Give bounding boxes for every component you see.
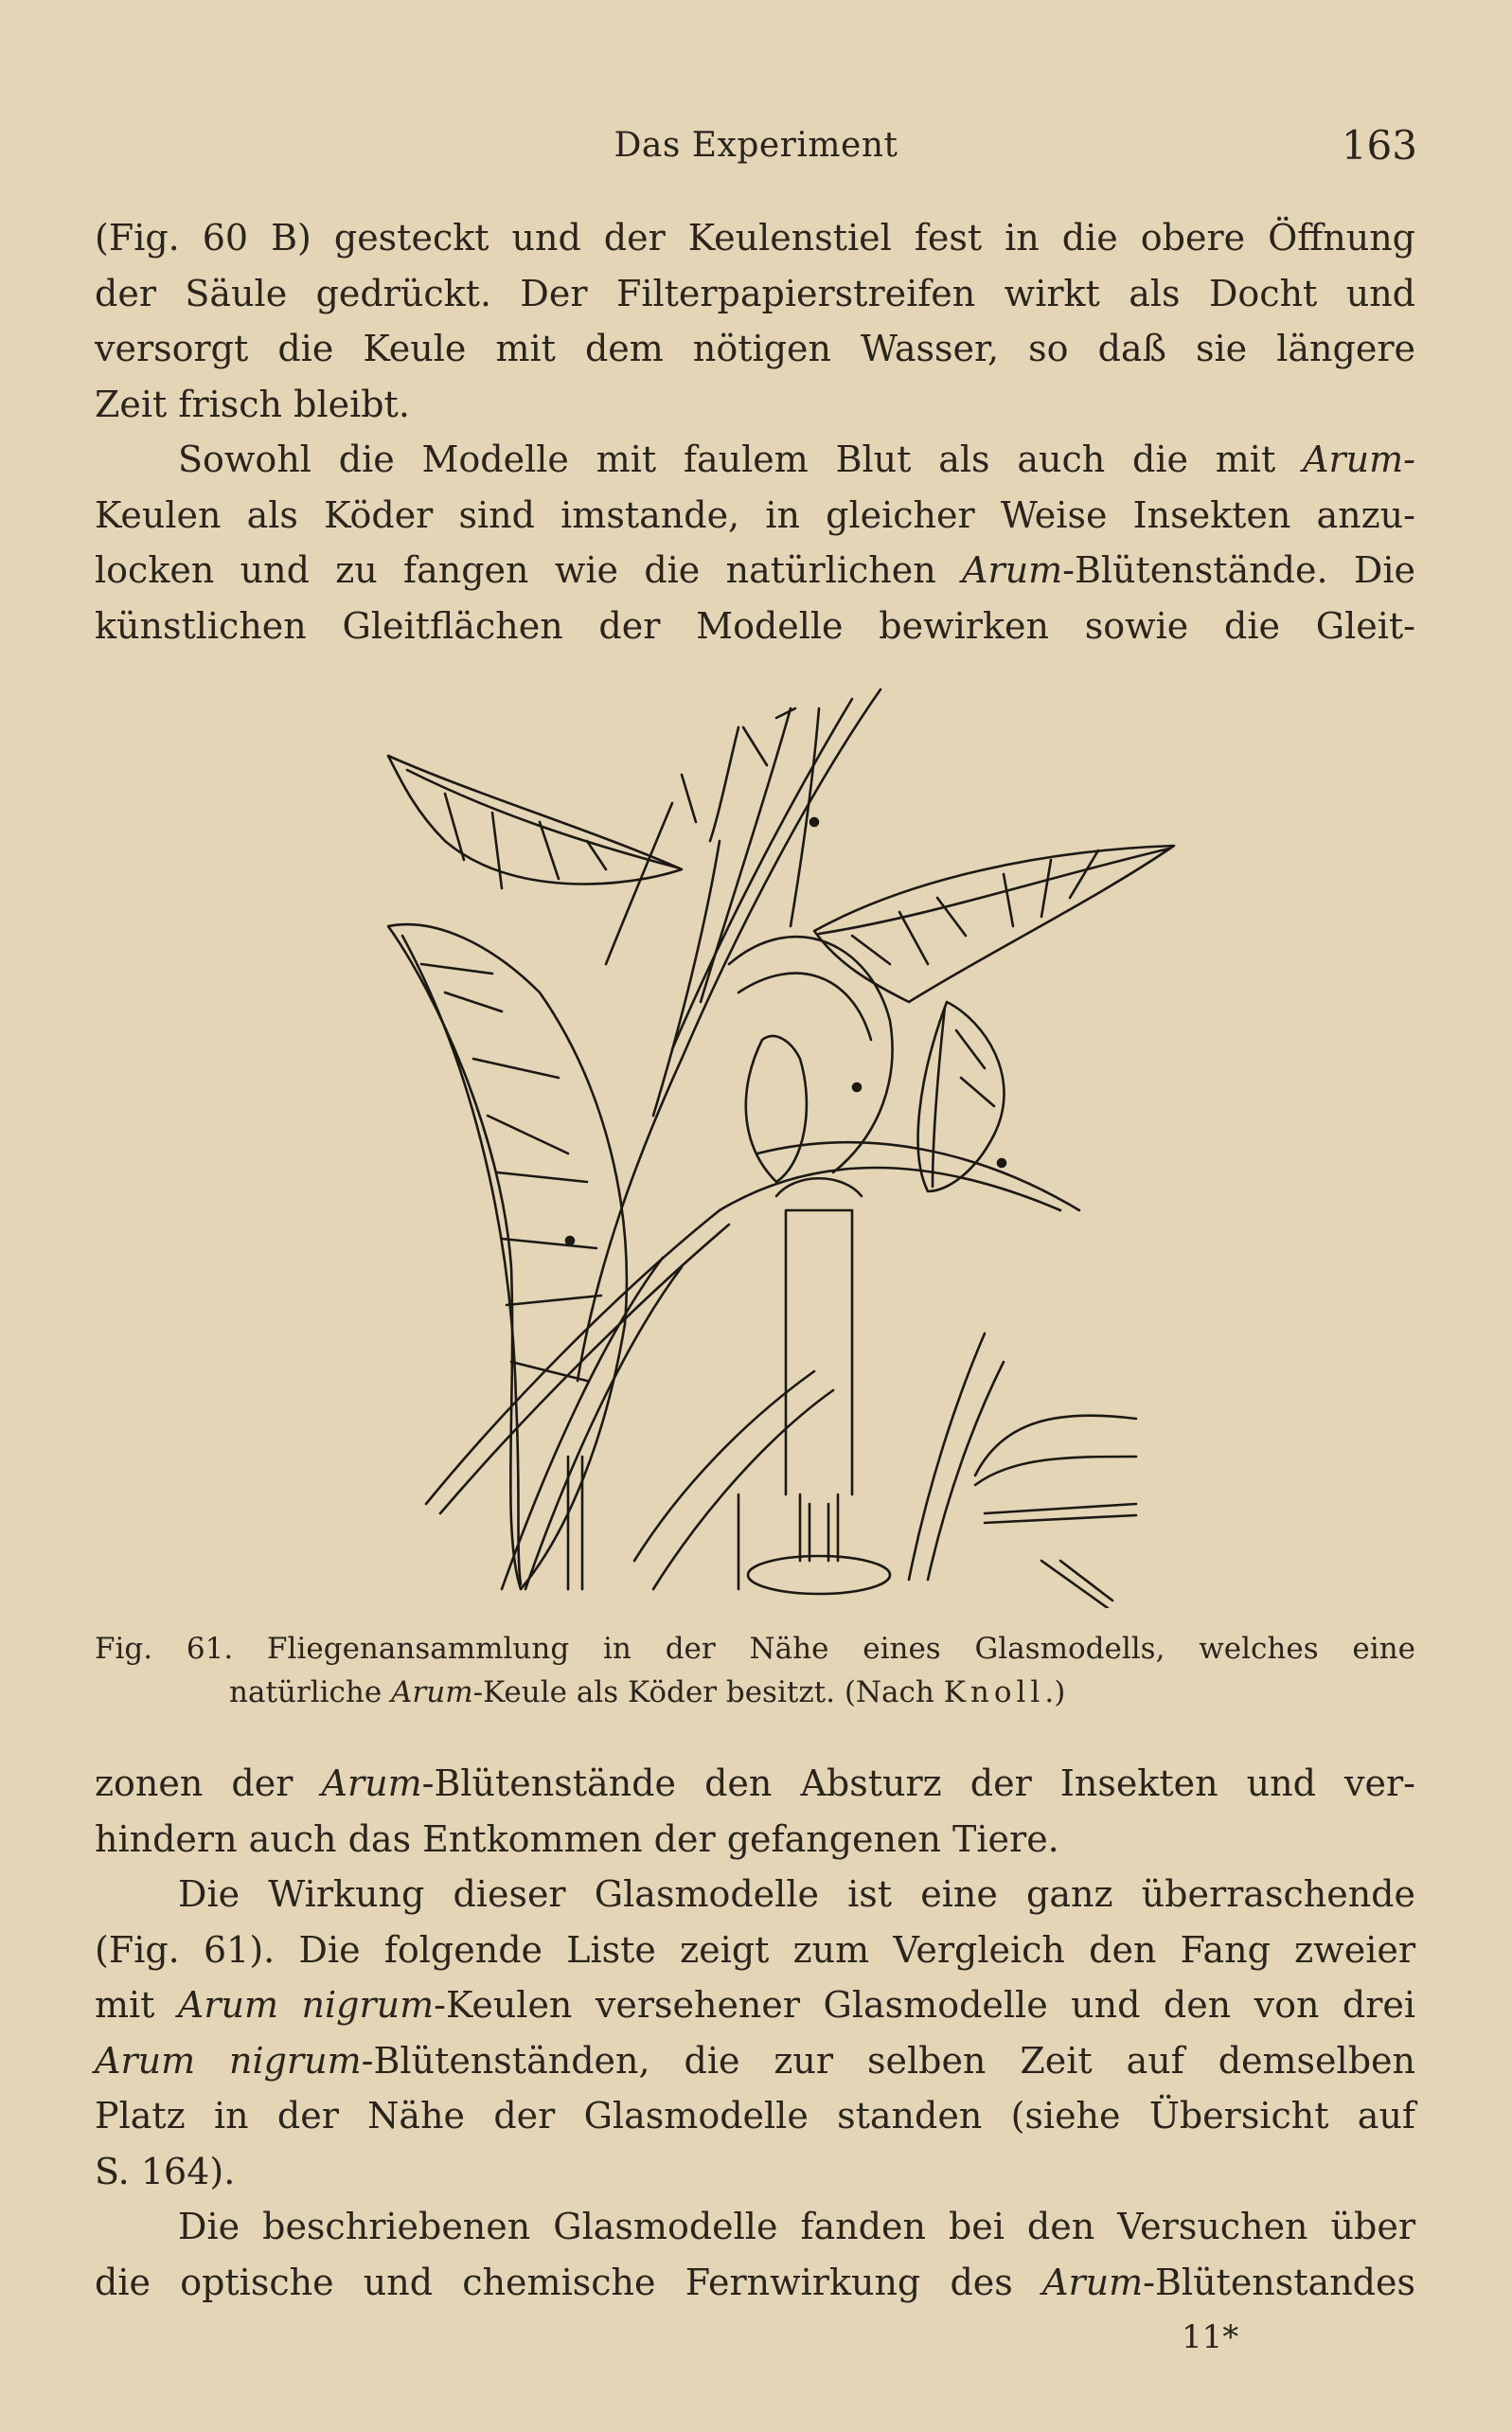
paragraph-3 bbox=[95, 1756, 1415, 1867]
arum-glass-model-illustration bbox=[322, 680, 1193, 1608]
italic-term: Arum bbox=[962, 549, 1063, 591]
text-line: Keulen als Köder sind imstande, in gleicher Weise Insekten anzu- bbox=[95, 493, 1415, 536]
paragraph-5 bbox=[95, 2199, 1415, 2310]
running-head bbox=[0, 122, 1512, 173]
text-line: künstlichen Gleitflächen der Modelle bewirken sowie die Gleit- bbox=[95, 604, 1415, 647]
figure-caption bbox=[95, 1627, 1415, 1714]
text-line: S. 164). bbox=[95, 2150, 236, 2192]
sheet-signature: 11* bbox=[1182, 2318, 1239, 2356]
page-number: 163 bbox=[1341, 122, 1417, 169]
text-line: Die Wirkung dieser Glasmodelle ist eine ganz überraschende bbox=[178, 1873, 1415, 1915]
paragraph-4 bbox=[95, 1867, 1415, 2199]
paragraph-2 bbox=[95, 432, 1415, 653]
italic-term: Arum bbox=[321, 1762, 422, 1804]
text-line: mit Arum nigrum-Keulen versehener Glasmodelle und den von drei bbox=[95, 1984, 1416, 2026]
text-line: Die beschriebenen Glasmodelle fanden bei den Versuchen über bbox=[178, 2206, 1415, 2247]
running-title: Das Experiment bbox=[614, 126, 898, 165]
italic-term: Arum nigrum bbox=[177, 1984, 435, 2026]
text-line: der Säule gedrückt. Der Filterpapierstreifen wirkt als Docht und bbox=[95, 272, 1415, 314]
text-line: die optische und chemische Fernwirkung des Arum-Blütenstandes bbox=[95, 2261, 1415, 2303]
text-block-bottom bbox=[95, 1756, 1415, 2310]
text-line: hindern auch das Entkommen der gefangenen Tiere. bbox=[95, 1817, 1059, 1860]
author-name: Knoll bbox=[943, 1675, 1045, 1709]
text-block-top bbox=[95, 210, 1415, 653]
paragraph-1 bbox=[95, 210, 1415, 432]
text-line: zonen der Arum-Blütenstände den Absturz der Insekten und ver- bbox=[95, 1762, 1415, 1804]
caption-line: Fig. 61. Fliegenansammlung in der Nähe eines Glasmodells, welches eine bbox=[95, 1632, 1415, 1666]
italic-term: Arum- bbox=[1303, 438, 1415, 480]
text-line: locken und zu fangen wie die natürlichen Arum-Blütenstände. Die bbox=[95, 549, 1415, 591]
text-line: (Fig. 60 B) gesteckt und der Keulenstiel fest in die obere Öffnung bbox=[95, 217, 1415, 259]
text-line: versorgt die Keule mit dem nötigen Wasser, so daß sie längere bbox=[95, 328, 1415, 369]
text-line: Arum nigrum-Blütenständen, die zur selben Zeit auf demselben bbox=[95, 2039, 1415, 2082]
italic-term: Arum bbox=[1042, 2261, 1144, 2303]
caption-line: natürliche Arum-Keule als Köder besitzt. (Nach Knoll.) bbox=[229, 1675, 1066, 1709]
text-line: Zeit frisch bleibt. bbox=[95, 383, 410, 425]
italic-term: Arum bbox=[391, 1675, 473, 1709]
italic-term: Arum nigrum bbox=[95, 2039, 362, 2082]
text-line: Platz in der Nähe der Glasmodelle standen (siehe Übersicht auf bbox=[95, 2095, 1415, 2137]
text-line: Sowohl die Modelle mit faulem Blut als auch die mit Arum- bbox=[178, 438, 1415, 480]
text-line: (Fig. 61). Die folgende Liste zeigt zum Vergleich den Fang zweier bbox=[95, 1928, 1415, 1971]
